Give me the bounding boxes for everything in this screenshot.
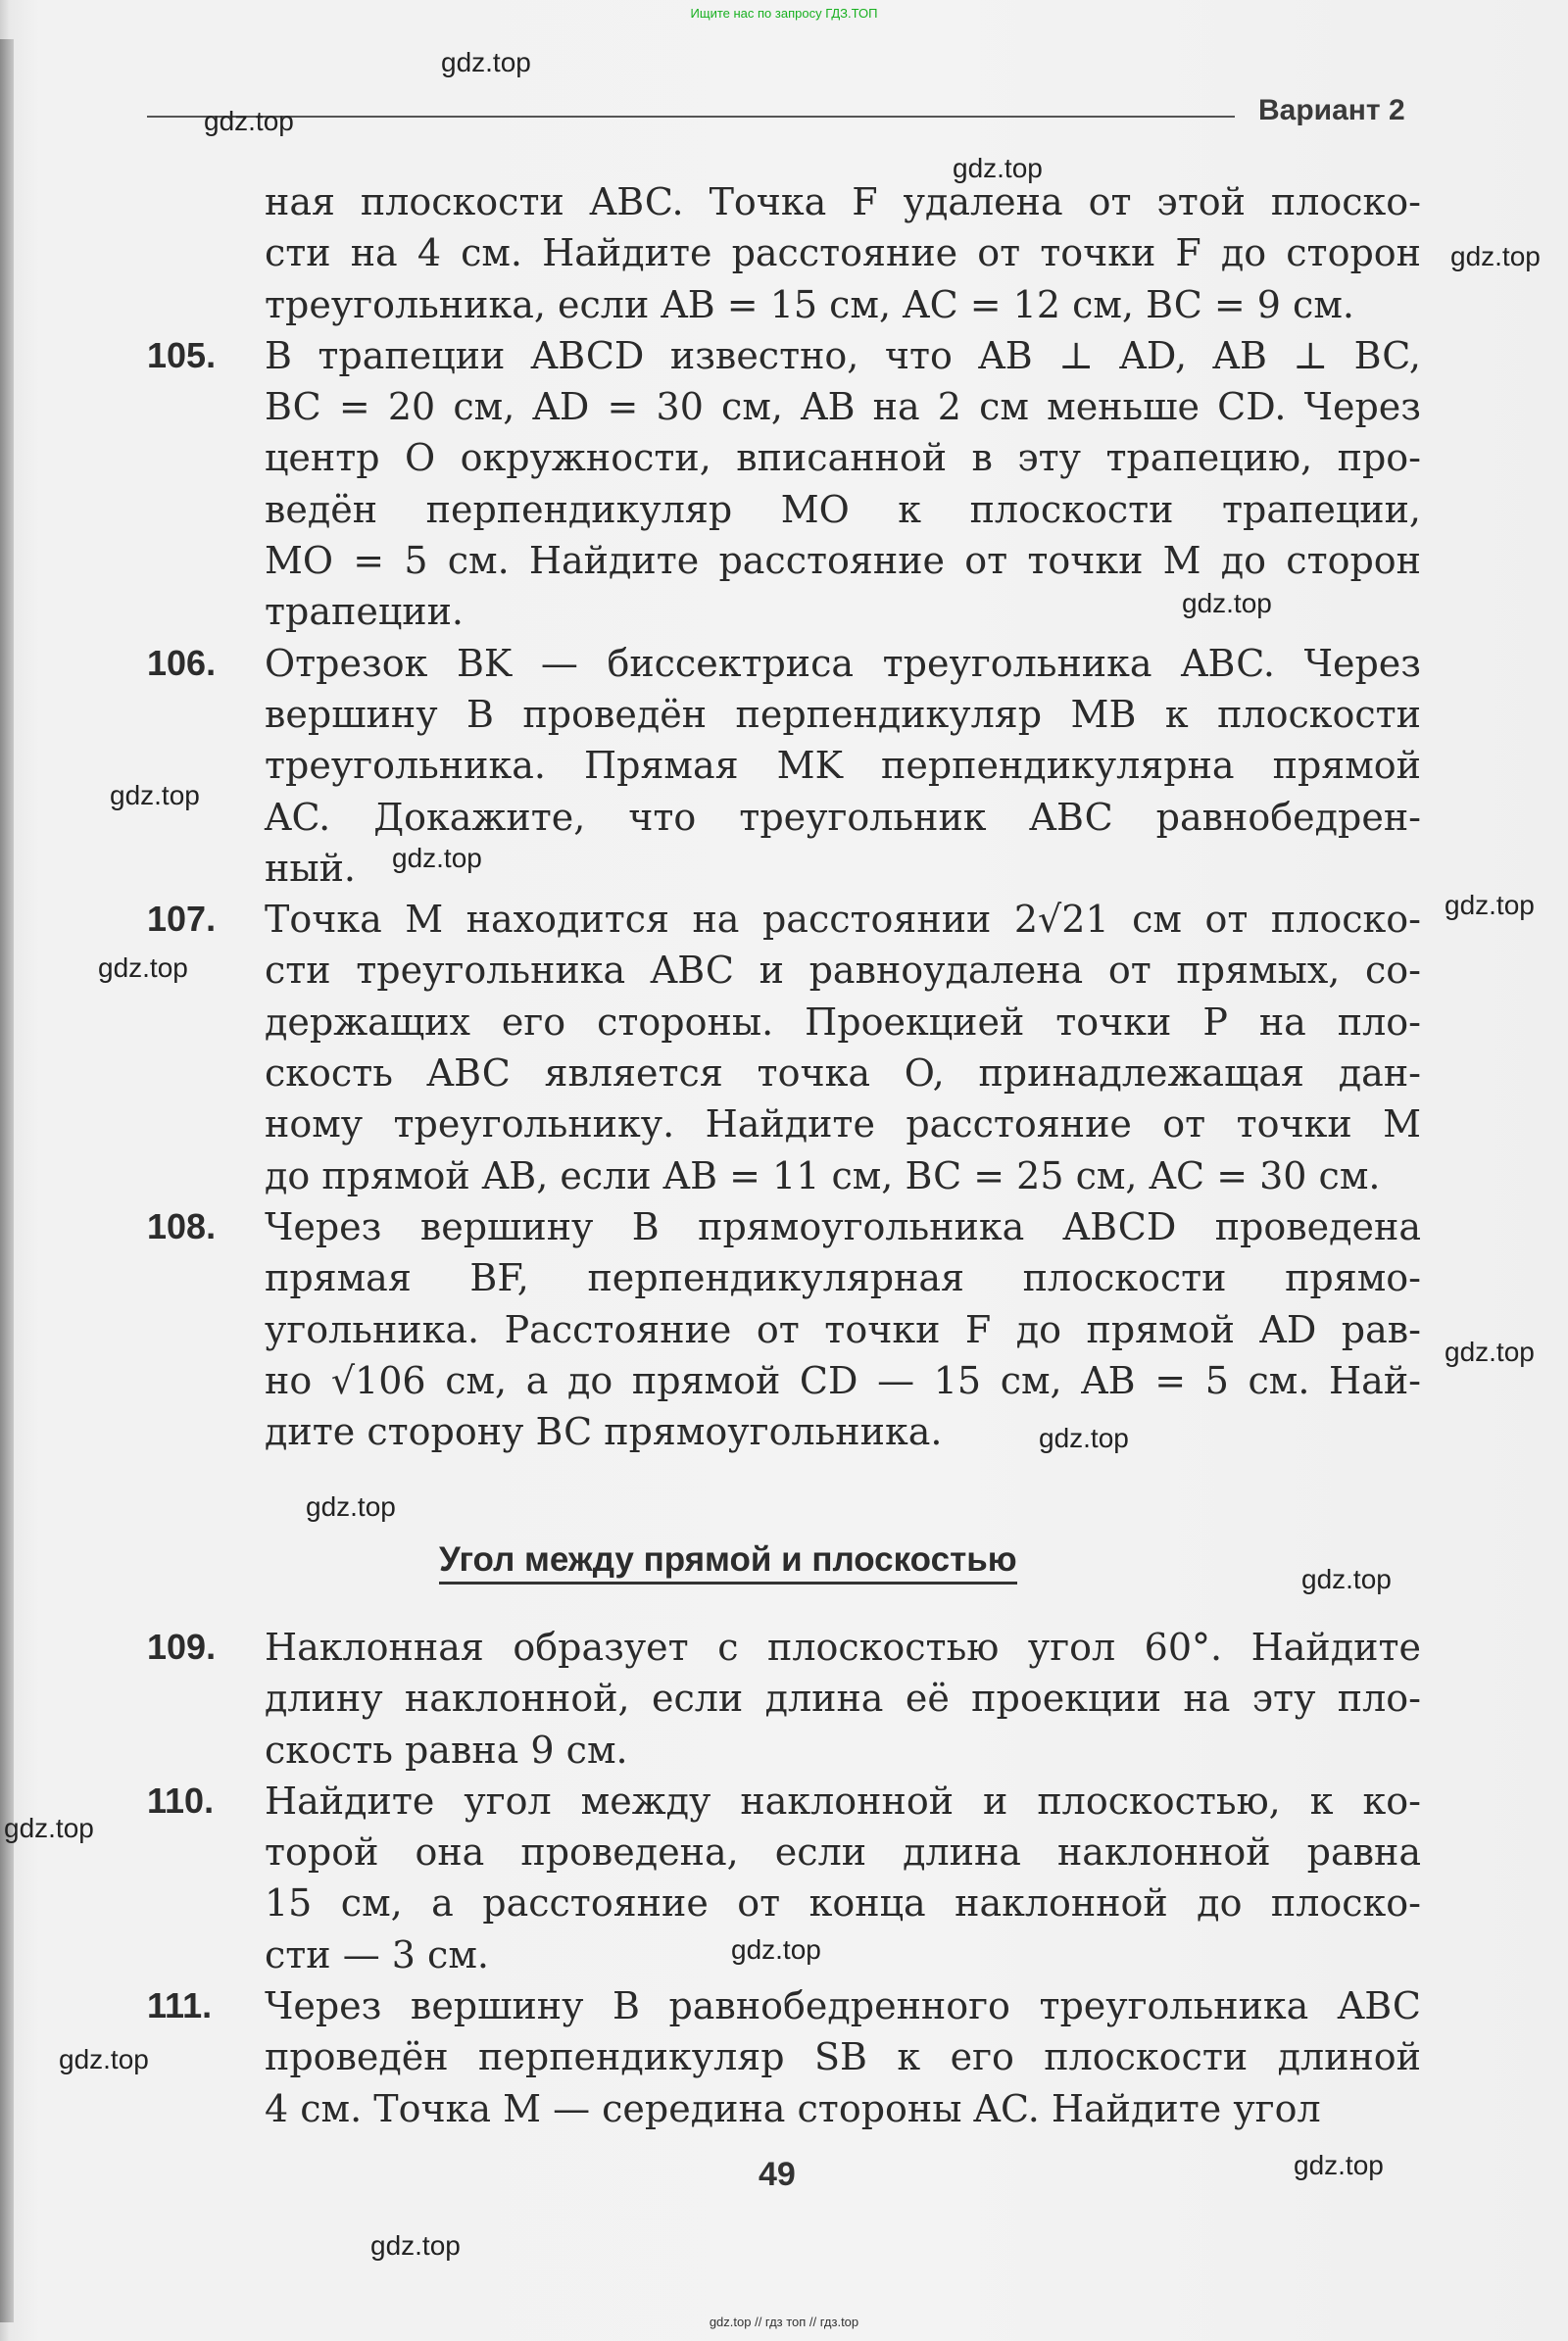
book-spine-shadow bbox=[0, 39, 14, 2322]
watermark[interactable]: gdz.top bbox=[306, 1491, 396, 1522]
problem-text-line: но √106 см, а до прямой CD — 15 см, AB = 5 см. Най- bbox=[265, 1358, 1421, 1402]
variant-label: Вариант 2 bbox=[1258, 94, 1405, 126]
problem-text-line: до прямой AB, если AB = 11 см, BC = 25 см, AC = 30 см. bbox=[265, 1153, 1381, 1197]
watermark[interactable]: gdz.top bbox=[204, 106, 294, 136]
problem bbox=[147, 1980, 1421, 2134]
problem-text-line: Отрезок BK — биссектриса треугольника ABC. Через bbox=[265, 641, 1421, 685]
watermark[interactable]: gdz.top bbox=[98, 952, 188, 983]
watermark[interactable]: gdz.top bbox=[110, 780, 200, 810]
problem-number: 109. bbox=[147, 1627, 217, 1667]
problem bbox=[147, 1622, 1421, 1776]
problem-text-line: AC. Докажите, что треугольник ABC равнобедрен- bbox=[265, 795, 1421, 839]
watermark[interactable]: gdz.top bbox=[441, 47, 531, 77]
problem bbox=[147, 176, 1421, 330]
problem-text-line: прямая BF, перпендикулярная плоскости прямо- bbox=[265, 1256, 1421, 1300]
watermark[interactable]: gdz.top bbox=[1039, 1423, 1129, 1453]
problem-text-line: треугольника, если AB = 15 см, AC = 12 см, BC = 9 см. bbox=[265, 282, 1354, 326]
problem-text-line: скость равна 9 см. bbox=[265, 1728, 628, 1772]
watermark[interactable]: gdz.top bbox=[731, 1934, 821, 1965]
watermark[interactable]: gdz.top bbox=[1301, 1564, 1392, 1594]
problem-number: 106. bbox=[147, 642, 217, 683]
problems-block-2 bbox=[147, 1622, 1421, 2134]
problem-text-line: треугольника. Прямая MK перпендикулярна прямой bbox=[265, 744, 1421, 788]
problem-text-line: сти на 4 см. Найдите расстояние от точки F до сторон bbox=[265, 231, 1421, 275]
problem-number: 110. bbox=[147, 1780, 215, 1821]
header-rule bbox=[147, 116, 1235, 118]
problem-number: 107. bbox=[147, 899, 217, 940]
top-banner[interactable]: Ищите нас по запросу ГДЗ.ТОП bbox=[690, 6, 878, 21]
watermark[interactable]: gdz.top bbox=[1445, 1337, 1535, 1367]
problem-text-line: сти — 3 см. bbox=[265, 1932, 489, 1976]
problem-text-line: проведён перпендикуляр SB к его плоскости длиной bbox=[265, 2035, 1421, 2079]
problem-text-line: Через вершину B равнобедренного треугольника ABC bbox=[265, 1984, 1421, 2028]
problem-text-line: Наклонная образует с плоскостью угол 60°. Найдите bbox=[265, 1626, 1421, 1669]
problem-number: 105. bbox=[147, 334, 217, 375]
problem-number: 108. bbox=[147, 1205, 217, 1246]
problem-text-line: сти треугольника ABC и равноудалена от прямых, со- bbox=[265, 949, 1421, 993]
problem-text-line: торой она проведена, если длина наклонной равна bbox=[265, 1830, 1421, 1875]
problem-text-line: вершину B проведён перпендикуляр MB к плоскости bbox=[265, 692, 1421, 736]
watermark[interactable]: gdz.top bbox=[370, 2230, 461, 2261]
problem bbox=[147, 1201, 1421, 1457]
problem-number: 111. bbox=[147, 1985, 213, 2026]
problem bbox=[147, 894, 1421, 1201]
watermark[interactable]: gdz.top bbox=[4, 1813, 94, 1843]
watermark[interactable]: gdz.top bbox=[953, 153, 1043, 183]
watermark[interactable]: gdz.top bbox=[1182, 588, 1272, 618]
page-number: 49 bbox=[759, 2156, 796, 2193]
problem-text-line: центр O окружности, вписанной в эту трапецию, про- bbox=[265, 436, 1421, 480]
watermark[interactable]: gdz.top bbox=[1445, 890, 1535, 920]
problem-text-line: В трапеции ABCD известно, что AB ⊥ AD, AB ⊥ BC, bbox=[265, 333, 1421, 377]
watermark[interactable]: gdz.top bbox=[59, 2044, 149, 2074]
problem-text-line: угольника. Расстояние от точки F до прямой AD рав- bbox=[265, 1307, 1421, 1351]
problem-text-line: ному треугольнику. Найдите расстояние от точки M bbox=[265, 1102, 1421, 1146]
section-title: Угол между прямой и плоскостью bbox=[439, 1540, 1017, 1585]
problem-text-line: 4 см. Точка M — середина стороны AC. Найдите угол bbox=[265, 2086, 1321, 2130]
problem-text-line: держащих его стороны. Проекцией точки P на пло- bbox=[265, 1000, 1421, 1044]
problem-text-line: Через вершину B прямоугольника ABCD проведена bbox=[265, 1204, 1421, 1248]
problem-text-line: трапеции. bbox=[265, 590, 464, 634]
problem-text-line: 15 см, а расстояние от конца наклонной до плоско- bbox=[265, 1881, 1421, 1926]
problem-text-line: ведён перпендикуляр MO к плоскости трапеции, bbox=[265, 487, 1421, 531]
watermark[interactable]: gdz.top bbox=[1450, 241, 1541, 271]
watermark[interactable]: gdz.top bbox=[1294, 2150, 1384, 2180]
problem-text-line: MO = 5 см. Найдите расстояние от точки M до сторон bbox=[265, 539, 1421, 583]
bottom-banner[interactable]: gdz.top // гдз топ // гдз.top bbox=[709, 2315, 859, 2329]
problem-text-line: BC = 20 см, AD = 30 см, AB на 2 см меньше CD. Через bbox=[265, 385, 1421, 429]
problem-text-line: ная плоскости ABC. Точка F удалена от этой плоско- bbox=[265, 180, 1421, 223]
problems-block bbox=[147, 176, 1421, 1457]
problem-text-line: Найдите угол между наклонной и плоскостью, к ко- bbox=[265, 1779, 1421, 1823]
problem bbox=[147, 638, 1421, 894]
problem-text-line: скость ABC является точка O, принадлежащая дан- bbox=[265, 1051, 1421, 1096]
problem-text-line: длину наклонной, если длина её проекции на эту пло- bbox=[265, 1677, 1421, 1721]
problem-text-line: ный. bbox=[265, 846, 356, 890]
problem-text-line: Точка M находится на расстоянии 2√21 см от плоско- bbox=[265, 898, 1421, 942]
watermark[interactable]: gdz.top bbox=[392, 843, 482, 873]
problem-text-line: дите сторону BC прямоугольника. bbox=[265, 1410, 943, 1454]
